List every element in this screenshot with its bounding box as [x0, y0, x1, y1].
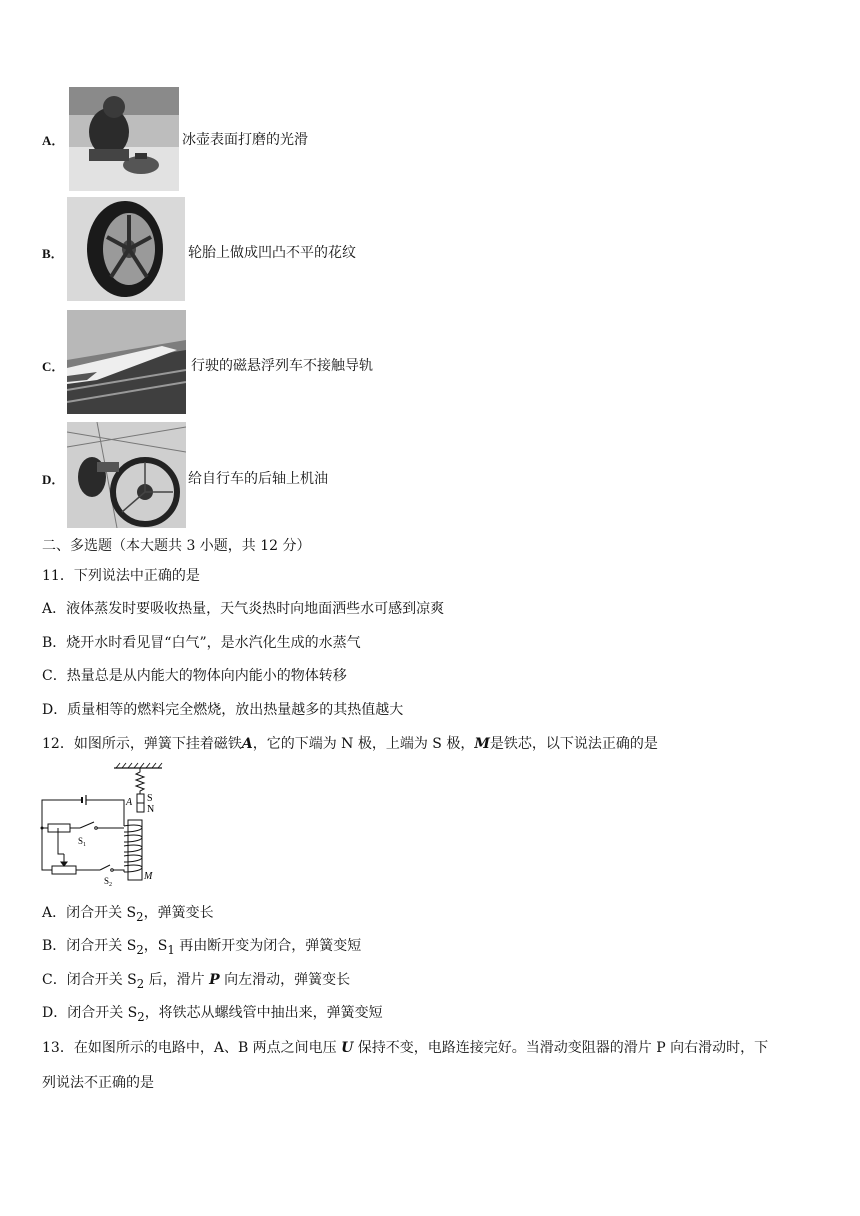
q12-a-sub: 2: [136, 909, 144, 924]
q12-b-sub2: 1: [167, 942, 175, 957]
q13-stem-line2: 列说法不正确的是: [42, 1075, 154, 1091]
q11-option-b: B．烧开水时看见冒“白气”，是水汽化生成的水蒸气: [42, 635, 361, 651]
curling-photo: [69, 87, 179, 191]
q12-c-pre: C．闭合开关 S: [42, 972, 137, 988]
q12-c-mid: 后，滑片: [144, 972, 210, 988]
magnet-label-s: S: [147, 793, 153, 804]
q12-a-post: ，弹簧变长: [143, 905, 214, 921]
q11-option-a: A．液体蒸发时要吸收热量，天气炎热时向地面洒些水可感到凉爽: [42, 601, 445, 617]
q13-stem-part2: 保持不变，电路连接完好。当滑动变阻器的滑片 P 向右滑动时，下: [353, 1040, 769, 1056]
q12-a-pre: A．闭合开关 S: [42, 905, 137, 921]
tire-photo: [67, 197, 185, 301]
q12-option-c: [42, 969, 350, 991]
q12-option-b: [42, 935, 361, 957]
magnet-label-n: N: [147, 804, 155, 815]
q12-stem-part2: ，它的下端为 N 极，上端为 S 极，: [252, 736, 475, 752]
q12-option-d: [42, 1002, 383, 1024]
core-label-m: M: [144, 871, 153, 882]
q12-var-m: M: [474, 736, 490, 752]
option-a-label: A．: [42, 133, 65, 148]
option-d-text: 给自行车的后轴上机油: [188, 471, 328, 487]
bicycle-oiling-photo: [67, 422, 186, 528]
q12-c-var-p: P: [209, 972, 220, 988]
q12-b-post: 再由断开变为闭合，弹簧变短: [174, 938, 362, 954]
q12-c-sub: 2: [136, 976, 145, 991]
q11-option-d: D．质量相等的燃料完全燃烧，放出热量越多的其热值越大: [42, 702, 404, 718]
option-b-text: 轮胎上做成凹凸不平的花纹: [188, 245, 356, 261]
q12-d-post: ，将铁芯从螺线管中抽出来，弹簧变短: [144, 1005, 383, 1021]
option-d-label: D．: [42, 472, 65, 487]
option-a-text: 冰壶表面打磨的光滑: [182, 132, 308, 148]
q12-circuit-diagram: [38, 762, 168, 890]
q12-d-pre: D．闭合开关 S: [42, 1005, 138, 1021]
switch-label-s1: $S_1$: [78, 836, 87, 848]
q13-stem-line1: [42, 1037, 768, 1057]
switch-label-s2: $S_2$: [104, 876, 113, 888]
q11-option-c: C．热量总是从内能大的物体向内能小的物体转移: [42, 668, 347, 684]
option-b-label: B．: [42, 246, 64, 261]
q12-b-mid: ，S: [143, 938, 168, 954]
q12-d-sub: 2: [137, 1009, 145, 1024]
option-c-text: 行驶的磁悬浮列车不接触导轨: [191, 358, 373, 374]
q12-stem-part1: 如图所示，弹簧下挂着磁铁: [73, 736, 242, 752]
q12-var-a: A: [241, 736, 253, 752]
q12-b-sub: 2: [136, 942, 144, 957]
q12-stem-part3: 是铁芯，以下说法正确的是: [489, 736, 658, 752]
q12-option-a: [42, 902, 214, 924]
maglev-train-photo: [67, 310, 186, 414]
q12-c-post: 向左滑动，弹簧变长: [219, 972, 351, 988]
q13-stem-part1: 在如图所示的电路中，A、B 两点之间电压: [73, 1040, 342, 1056]
q12-number: 12．: [42, 736, 74, 752]
q13-number: 13．: [42, 1040, 74, 1056]
q12-stem: [42, 733, 658, 753]
section-heading: 二、多选题（本大题共 3 小题，共 12 分）: [42, 538, 311, 554]
magnet-label-a: A: [126, 797, 133, 808]
q12-b-pre: B．闭合开关 S: [42, 938, 137, 954]
q11-stem: 11．下列说法中正确的是: [42, 568, 200, 584]
option-c-label: C．: [42, 359, 65, 374]
q13-var-u: U: [341, 1040, 354, 1056]
